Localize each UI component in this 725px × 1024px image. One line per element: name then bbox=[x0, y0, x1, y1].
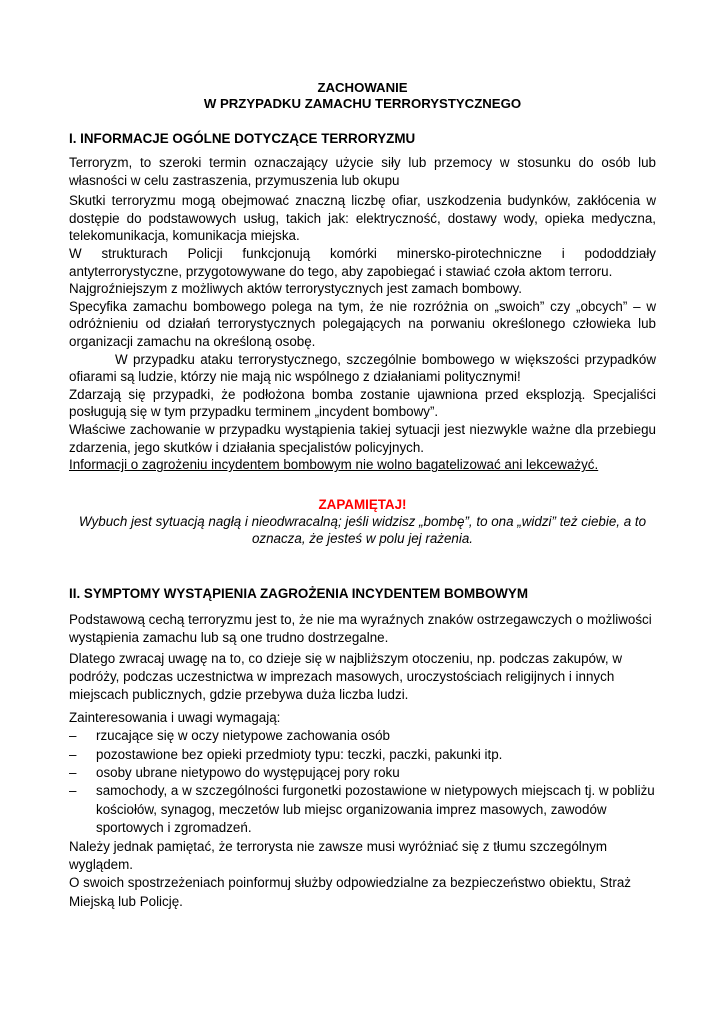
list-item bbox=[69, 764, 656, 782]
section-1-body bbox=[69, 154, 656, 474]
list-item bbox=[69, 746, 656, 764]
title-line-2: W PRZYPADKU ZAMACHU TERRORYSTYCZNEGO bbox=[203, 96, 522, 111]
section-2-heading: II. SYMPTOMY WYSTĄPIENIA ZAGROŻENIA INCYDENTEM BOMBOWYM bbox=[69, 585, 529, 601]
section-2-body bbox=[69, 611, 656, 912]
list-item bbox=[69, 727, 656, 745]
remember-box bbox=[69, 496, 656, 547]
paragraph: Skutki terroryzmu mogą obejmować znaczną liczbę ofiar, uszkodzenia budynków, zakłócenia w dostępie do podstawowych usług, takich jak: elektryczność, dostawy wody, opieka medyczna, telekomunikacja, komunikacja miejska. bbox=[69, 193, 656, 244]
list-item bbox=[69, 782, 656, 837]
paragraph: O swoich spostrzeżeniach poinformuj służby odpowiedzialne za bezpieczeństwo obiektu, Straż Miejską lub Policję. bbox=[69, 875, 631, 909]
paragraph: W przypadku ataku terrorystycznego, szczególnie bombowego w większości przypadków ofiarami są ludzie, którzy nie mają nic wspólnego z działaniami politycznymi! bbox=[69, 351, 656, 385]
warning-paragraph: Informacji o zagrożeniu incydentem bombowym nie wolno bagatelizować ani lekceważyć. bbox=[69, 457, 599, 473]
remember-text: Wybuch jest sytuacją nagłą i nieodwracalną; jeśli widzisz „bombę”, to ona „widzi” też ciebie, a to oznacza, że jesteś w polu jej rażenia. bbox=[78, 513, 647, 546]
dash-marker: – bbox=[69, 783, 77, 799]
list-item-text: pozostawione bez opieki przedmioty typu: teczki, paczki, pakunki itp. bbox=[96, 746, 503, 762]
paragraph: Specyfika zamachu bombowego polega na tym, że nie rozróżnia on „swoich” czy „obcych” – w odróżnieniu od działań terrorystycznych polegających na porwaniu określonego człowieka lub organizacji zamachu na określoną osobę. bbox=[69, 298, 656, 349]
paragraph: Podstawową cechą terroryzmu jest to, że nie ma wyraźnych znaków ostrzegawczych o możliwości wystąpienia zamachu lub są one trudno dostrzegalne. bbox=[69, 611, 652, 646]
paragraph: Zainteresowania i uwagi wymagają: bbox=[69, 709, 281, 725]
list-item-text: rzucające się w oczy nietypowe zachowania osób bbox=[96, 728, 391, 744]
title-line-1: ZACHOWANIE bbox=[317, 80, 408, 95]
list-item-text: osoby ubrane nietypowo do występującej pory roku bbox=[96, 764, 400, 780]
dash-marker: – bbox=[69, 746, 77, 762]
paragraph: Najgroźniejszym z możliwych aktów terrorystycznych jest zamach bombowy. bbox=[69, 281, 522, 297]
document-page bbox=[69, 80, 656, 911]
paragraph: W strukturach Policji funkcjonują komórki minersko-pirotechniczne i pododdziały antyterrorystyczne, przygotowywane do tego, aby zapobiegać i stawiać czoła aktom terroru. bbox=[69, 245, 656, 279]
symptoms-list bbox=[69, 727, 656, 837]
list-item-text: samochody, a w szczególności furgonetki pozostawione w nietypowych miejscach tj. w pobliżu kościołów, synagog, meczetów lub miejsc organizowania imprez masowych, zawodów sportowych i zgromadzeń. bbox=[96, 783, 655, 836]
dash-marker: – bbox=[69, 764, 77, 780]
dash-marker: – bbox=[69, 728, 77, 744]
paragraph: Należy jednak pamiętać, że terrorysta nie zawsze musi wyróżniać się z tłumu szczególnym wyglądem. bbox=[69, 838, 608, 872]
remember-title: ZAPAMIĘTAJ! bbox=[318, 496, 407, 512]
section-1-heading: I. INFORMACJE OGÓLNE DOTYCZĄCE TERRORYZMU bbox=[69, 131, 416, 146]
paragraph: Terroryzm, to szeroki termin oznaczający użycie siły lub przemocy w stosunku do osób lub własności w celu zastraszenia, przymuszenia lub okupu bbox=[69, 155, 656, 188]
paragraph: Dlatego zwracaj uwagę na to, co dzieje się w najbliższym otoczeniu, np. podczas zakupów, w podróży, podczas uczestnictwa w imprezach masowych, uroczystościach religijnych i innych miejscach publicznych, gdzie przebywa duża liczba ludzi. bbox=[69, 650, 623, 703]
paragraph: Zdarzają się przypadki, że podłożona bomba zostanie ujawniona przed eksplozją. Specjaliści posługują się w tym przypadku terminem „incydent bombowy”. bbox=[69, 386, 656, 420]
paragraph: Właściwe zachowanie w przypadku wystąpienia takiej sytuacji jest niezwykle ważne dla przebiegu zdarzenia, jego skutków i działania specjalistów policyjnych. bbox=[69, 421, 656, 455]
